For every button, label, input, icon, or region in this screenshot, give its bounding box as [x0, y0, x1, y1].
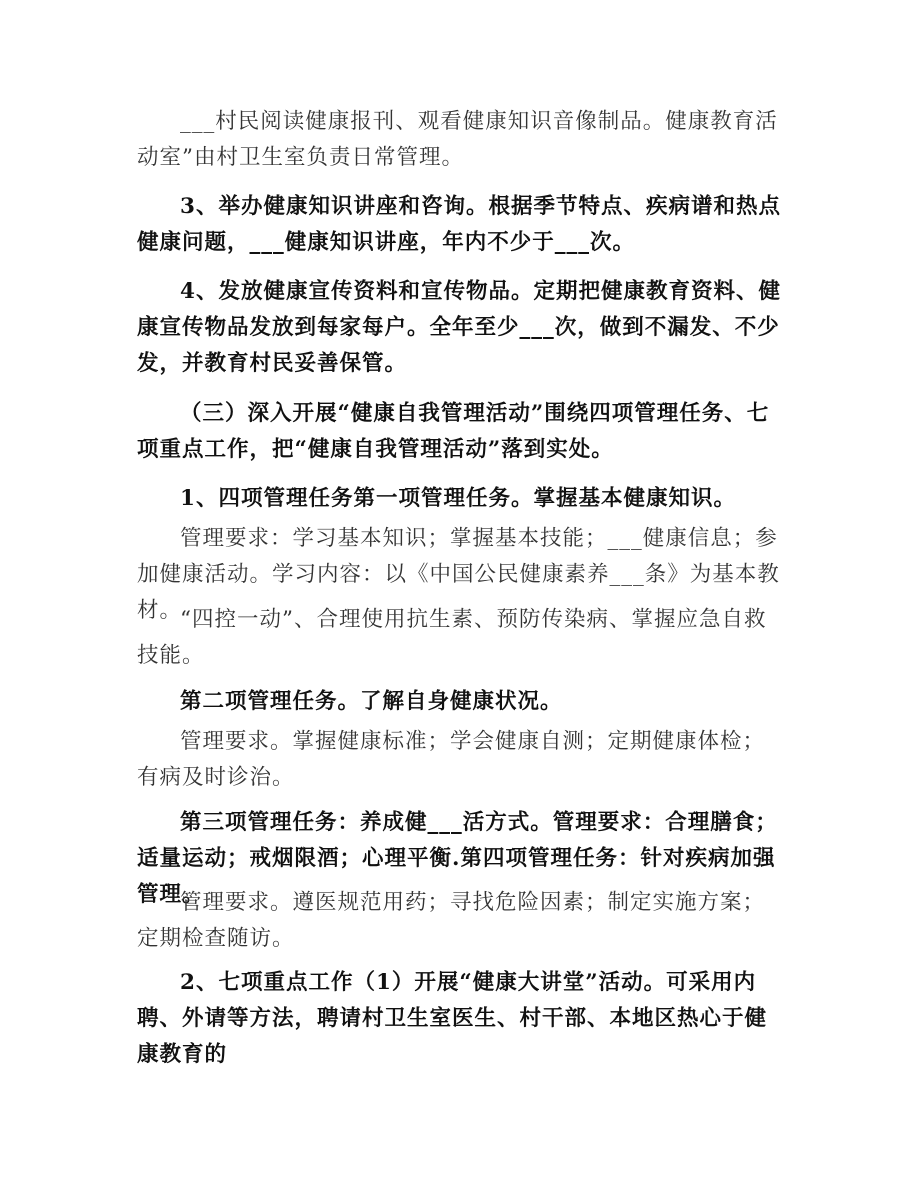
paragraph-distribute-materials: 4、发放健康宣传资料和宣传物品。定期把健康教育资料、健康宣传物品发放到每家每户。全年至少___次，做到不漏发、不少发，并教育村民妥善保管。 [137, 279, 781, 376]
paragraph-lecture-consulting: 3、举办健康知识讲座和咨询。根据季节特点、疾病谱和热点健康问题，___健康知识讲座，年内不少于___次。 [137, 194, 781, 255]
paragraph-task-two-requirements: 管理要求。掌握健康标准；学会健康自测；定期健康体检；有病及时诊治。 [137, 729, 766, 790]
paragraph-task-three-four: 第三项管理任务：养成健___活方式。管理要求：合理膳食；适量运动；戒烟限酒；心理平衡.第四项管理任务：针对疾病加强管理。 [137, 810, 778, 907]
paragraph-four-controls: “四控一动”、合理使用抗生素、预防传染病、掌握应急自救技能。 [137, 607, 767, 668]
paragraph-seven-key-tasks: 2、七项重点工作（1）开展“健康大讲堂”活动。可采用内聘、外请等方法，聘请村卫生室医生、村干部、本地区热心于健康教育的 [137, 970, 768, 1067]
paragraph-task-four-requirements: 管理要求。遵医规范用药；寻找危险因素；制定实施方案；定期检查随访。 [137, 890, 766, 951]
paragraph-task-two-heading: 第二项管理任务。了解自身健康状况。 [180, 689, 563, 714]
paragraph-task-one-requirements: 管理要求：学习基本知识；掌握基本技能；___健康信息；参加健康活动。学习内容：以《中国公民健康素养___条》为基本教材。 [137, 526, 780, 623]
paragraph-task-one-heading: 1、四项管理任务第一项管理任务。掌握基本健康知识。 [180, 486, 736, 511]
paragraph-section-three-heading: （三）深入开展“健康自我管理活动”围绕四项管理任务、七项重点工作，把“健康自我管理活动”落到实处。 [137, 401, 770, 462]
paragraph-activity-room: ___村民阅读健康报刊、观看健康知识音像制品。健康教育活动室”由村卫生室负责日常管理。 [137, 109, 778, 170]
